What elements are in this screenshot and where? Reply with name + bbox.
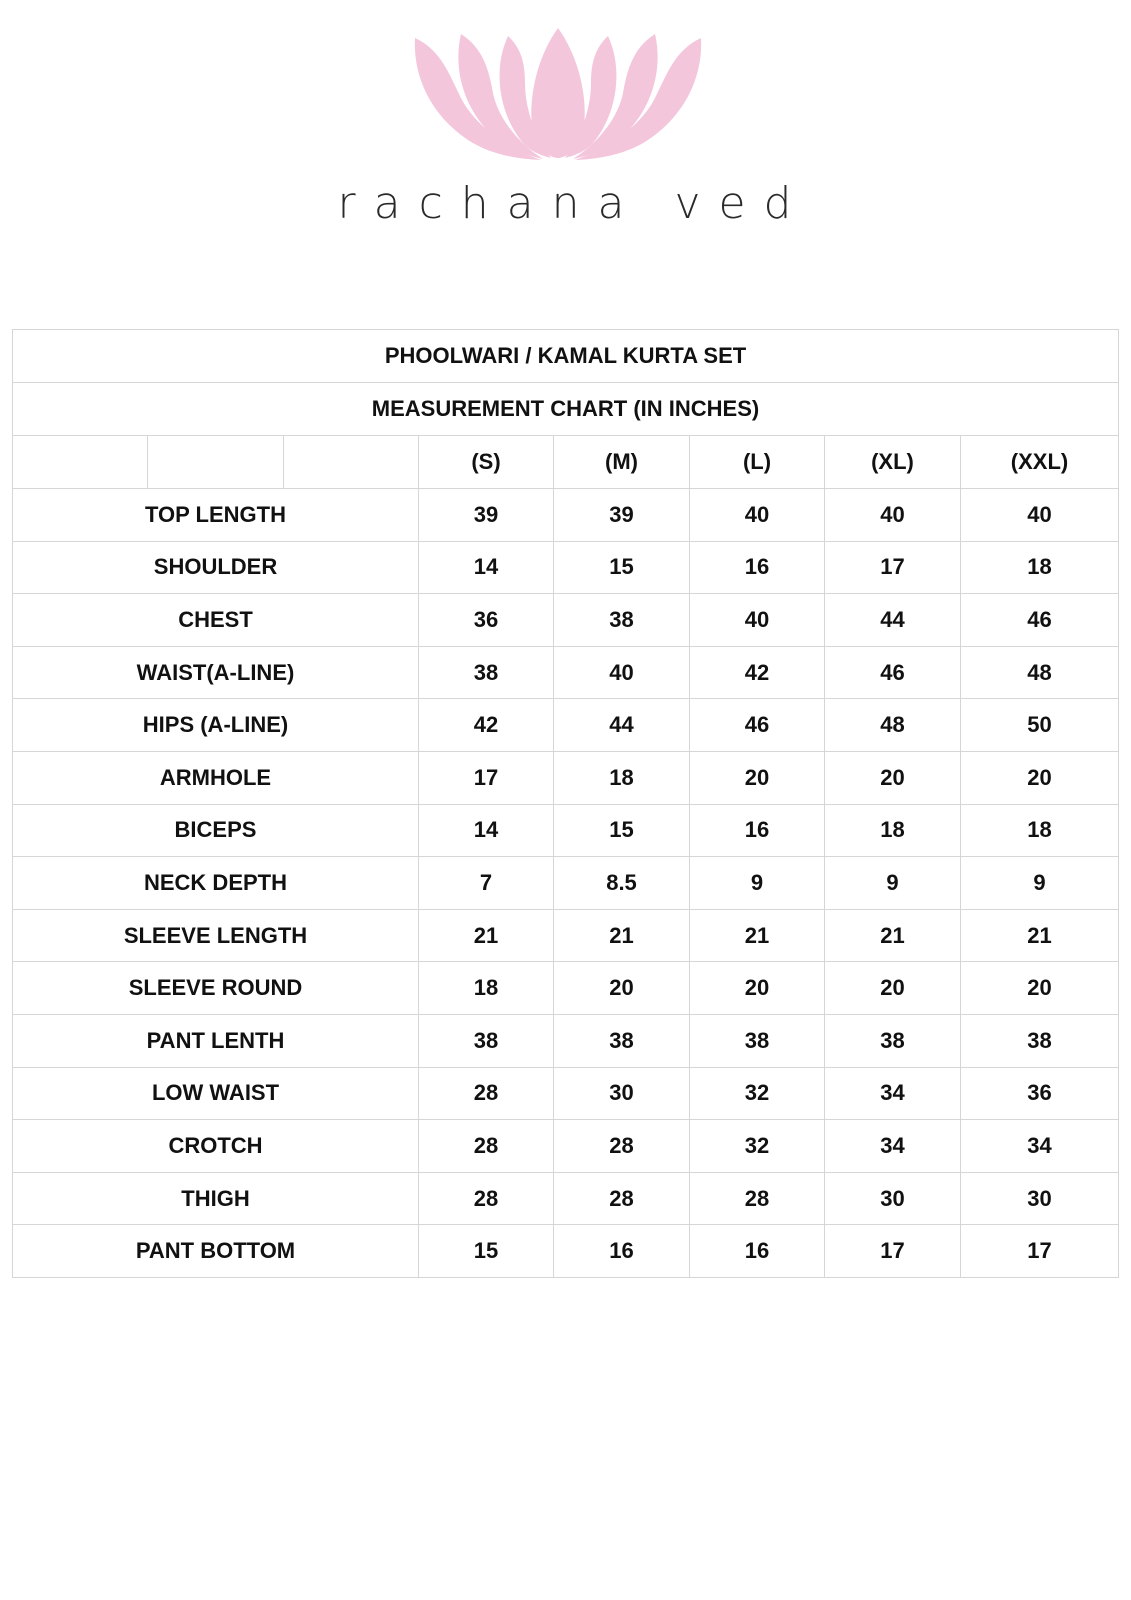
measurement-value: 34 <box>961 1120 1119 1173</box>
measurement-label: ARMHOLE <box>13 751 419 804</box>
measurement-value: 16 <box>554 1225 690 1278</box>
measurement-value: 38 <box>690 1014 825 1067</box>
measurement-value: 40 <box>554 646 690 699</box>
measurement-value: 28 <box>419 1120 554 1173</box>
measurement-value: 17 <box>419 751 554 804</box>
size-header: (S) <box>419 436 554 489</box>
measurement-label: BICEPS <box>13 804 419 857</box>
measurement-label: THIGH <box>13 1172 419 1225</box>
table-row <box>13 1120 1119 1173</box>
size-header: (XXL) <box>961 436 1119 489</box>
measurement-value: 16 <box>690 1225 825 1278</box>
measurement-value: 28 <box>554 1172 690 1225</box>
measurement-value: 40 <box>961 489 1119 542</box>
measurement-value: 40 <box>825 489 961 542</box>
size-header: (XL) <box>825 436 961 489</box>
measurement-value: 38 <box>554 1014 690 1067</box>
measurement-value: 42 <box>419 699 554 752</box>
measurement-value: 28 <box>419 1172 554 1225</box>
measurement-label: LOW WAIST <box>13 1067 419 1120</box>
brand-name: rachana ved <box>337 178 810 229</box>
measurement-value: 21 <box>825 909 961 962</box>
table-row <box>13 699 1119 752</box>
measurement-value: 14 <box>419 804 554 857</box>
header-blank-cell <box>284 436 419 489</box>
measurement-value: 44 <box>825 594 961 647</box>
measurement-value: 30 <box>554 1067 690 1120</box>
measurement-value: 38 <box>825 1014 961 1067</box>
measurement-label: TOP LENGTH <box>13 489 419 542</box>
measurement-value: 21 <box>690 909 825 962</box>
measurement-value: 39 <box>419 489 554 542</box>
measurement-value: 20 <box>554 962 690 1015</box>
measurement-value: 32 <box>690 1120 825 1173</box>
lotus-logo-icon <box>413 28 703 163</box>
measurement-value: 20 <box>961 751 1119 804</box>
header-blank-cell <box>13 436 148 489</box>
measurement-value: 32 <box>690 1067 825 1120</box>
measurement-value: 18 <box>825 804 961 857</box>
table-row <box>13 857 1119 910</box>
measurement-value: 18 <box>554 751 690 804</box>
measurement-label: CROTCH <box>13 1120 419 1173</box>
measurement-chart <box>12 329 1119 1278</box>
measurement-value: 21 <box>419 909 554 962</box>
measurement-label: SHOULDER <box>13 541 419 594</box>
measurement-value: 18 <box>419 962 554 1015</box>
chart-title: PHOOLWARI / KAMAL KURTA SET <box>13 330 1119 383</box>
table-row <box>13 541 1119 594</box>
measurement-value: 20 <box>961 962 1119 1015</box>
measurement-value: 50 <box>961 699 1119 752</box>
measurement-value: 40 <box>690 489 825 542</box>
measurement-value: 20 <box>690 962 825 1015</box>
measurement-label: NECK DEPTH <box>13 857 419 910</box>
measurement-value: 46 <box>825 646 961 699</box>
measurement-value: 46 <box>690 699 825 752</box>
measurement-value: 39 <box>554 489 690 542</box>
measurement-value: 15 <box>554 541 690 594</box>
measurement-value: 17 <box>825 541 961 594</box>
table-row <box>13 1172 1119 1225</box>
chart-subtitle: MEASUREMENT CHART (IN INCHES) <box>13 383 1119 436</box>
measurement-label: SLEEVE LENGTH <box>13 909 419 962</box>
table-row <box>13 804 1119 857</box>
table-row <box>13 962 1119 1015</box>
table-row <box>13 646 1119 699</box>
measurement-value: 9 <box>961 857 1119 910</box>
measurement-label: WAIST(A-LINE) <box>13 646 419 699</box>
table-row <box>13 751 1119 804</box>
measurement-value: 17 <box>961 1225 1119 1278</box>
measurement-value: 34 <box>825 1067 961 1120</box>
measurement-value: 34 <box>825 1120 961 1173</box>
measurement-value: 38 <box>419 1014 554 1067</box>
size-header: (L) <box>690 436 825 489</box>
measurement-value: 30 <box>961 1172 1119 1225</box>
measurement-value: 44 <box>554 699 690 752</box>
header-blank-cell <box>148 436 284 489</box>
measurement-value: 38 <box>419 646 554 699</box>
table-row <box>13 594 1119 647</box>
table-row <box>13 1014 1119 1067</box>
measurement-value: 18 <box>961 541 1119 594</box>
measurement-label: PANT LENTH <box>13 1014 419 1067</box>
size-header: (M) <box>554 436 690 489</box>
measurement-value: 38 <box>554 594 690 647</box>
table-row <box>13 1067 1119 1120</box>
measurement-value: 48 <box>825 699 961 752</box>
size-header-row <box>13 436 1119 489</box>
table-row <box>13 489 1119 542</box>
measurement-value: 15 <box>554 804 690 857</box>
table-row <box>13 909 1119 962</box>
measurement-label: PANT BOTTOM <box>13 1225 419 1278</box>
measurement-value: 9 <box>690 857 825 910</box>
measurement-value: 20 <box>825 751 961 804</box>
measurement-value: 8.5 <box>554 857 690 910</box>
measurement-value: 15 <box>419 1225 554 1278</box>
measurement-value: 36 <box>961 1067 1119 1120</box>
measurement-label: HIPS (A-LINE) <box>13 699 419 752</box>
measurement-value: 36 <box>419 594 554 647</box>
measurement-value: 46 <box>961 594 1119 647</box>
measurement-value: 9 <box>825 857 961 910</box>
measurement-value: 28 <box>690 1172 825 1225</box>
measurement-value: 20 <box>825 962 961 1015</box>
measurement-value: 42 <box>690 646 825 699</box>
measurement-value: 16 <box>690 804 825 857</box>
measurement-value: 21 <box>554 909 690 962</box>
measurement-value: 17 <box>825 1225 961 1278</box>
measurement-value: 30 <box>825 1172 961 1225</box>
measurement-label: SLEEVE ROUND <box>13 962 419 1015</box>
measurement-value: 48 <box>961 646 1119 699</box>
measurement-value: 28 <box>554 1120 690 1173</box>
measurement-value: 38 <box>961 1014 1119 1067</box>
measurement-value: 28 <box>419 1067 554 1120</box>
measurement-value: 7 <box>419 857 554 910</box>
measurement-value: 16 <box>690 541 825 594</box>
table-row <box>13 1225 1119 1278</box>
measurement-value: 40 <box>690 594 825 647</box>
measurement-value: 18 <box>961 804 1119 857</box>
measurement-value: 20 <box>690 751 825 804</box>
measurement-value: 21 <box>961 909 1119 962</box>
measurement-value: 14 <box>419 541 554 594</box>
measurement-label: CHEST <box>13 594 419 647</box>
